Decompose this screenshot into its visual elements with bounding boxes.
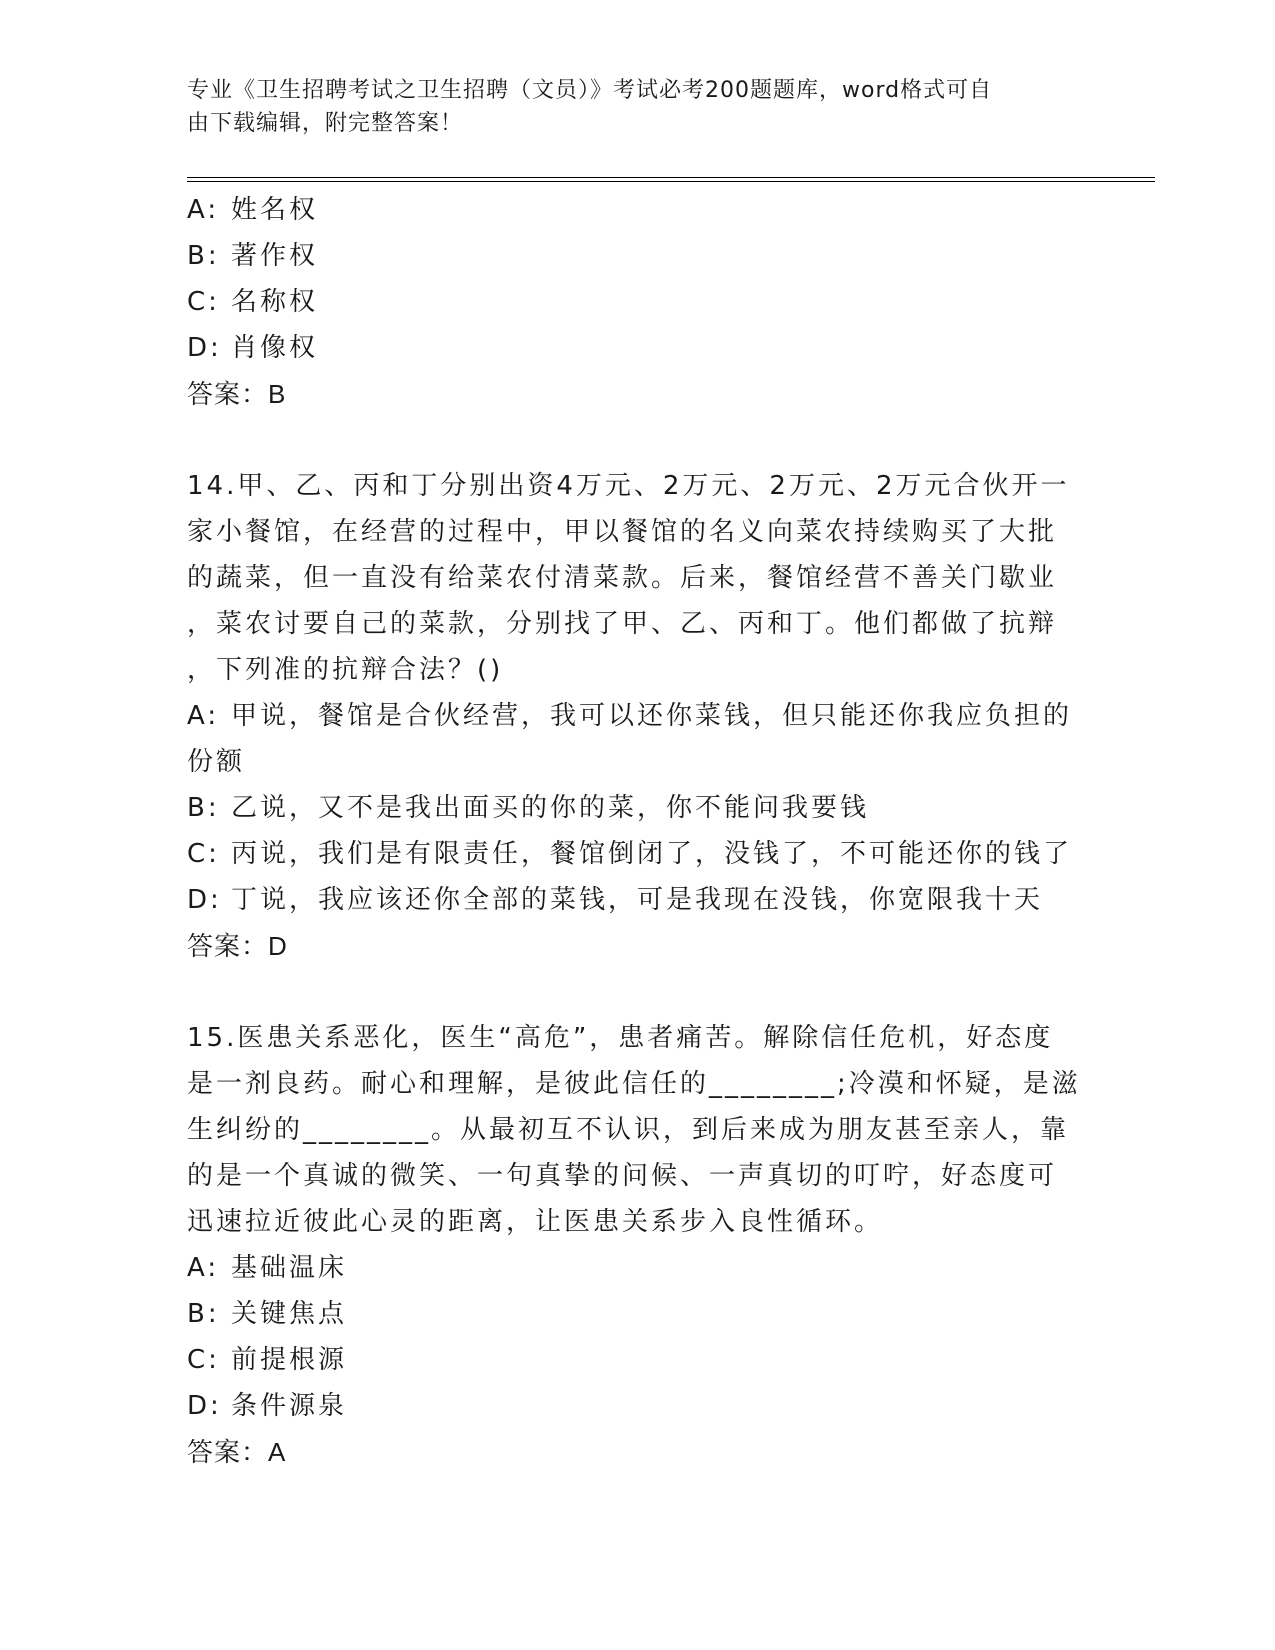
spacer [187,969,1087,1015]
option-label: D: [187,1391,222,1421]
stem-line: 的蔬菜，但一直没有给菜农付清菜款。后来，餐馆经营不善关门歇业 [187,563,1058,593]
option-b [187,785,1087,831]
option-text: 肖像权 [231,333,319,363]
option-c [187,1337,1087,1383]
option-c [187,279,1087,325]
option-c [187,831,1087,877]
option-a [187,187,1087,233]
answer-15: 答案：A [187,1437,287,1467]
option-text: 姓名权 [231,195,319,225]
question-13-options [187,187,1087,371]
option-text: 关键焦点 [231,1299,348,1329]
option-d [187,1383,1087,1429]
option-d [187,325,1087,371]
option-label: C: [187,1345,220,1375]
option-label: A: [187,701,220,731]
stem-line: ，下列准的抗辩合法？() [187,655,504,685]
stem-line: 生纠纷的________。从最初互不认识，到后来成为朋友甚至亲人，靠 [187,1115,1070,1145]
answer-14: 答案：D [187,931,288,961]
question-14-stem [187,463,1087,693]
option-label: C: [187,287,220,317]
option-a-continuation: 份额 [187,747,246,777]
stem-line: ，菜农讨要自己的菜款，分别找了甲、乙、丙和丁。他们都做了抗辩 [187,609,1058,639]
option-a [187,693,1087,739]
document-body [187,187,1087,1475]
option-label: B: [187,241,220,271]
option-b [187,233,1087,279]
stem-line: 家小餐馆，在经营的过程中，甲以餐馆的名义向菜农持续购买了大批 [187,517,1058,547]
question-15-stem [187,1015,1087,1245]
option-text: 基础温床 [231,1253,348,1283]
stem-line: 是一剂良药。耐心和理解，是彼此信任的________;冷漠和怀疑，是滋 [187,1069,1081,1099]
header-divider-top [187,177,1155,178]
question-15-options [187,1245,1087,1429]
option-text: 丙说，我们是有限责任，餐馆倒闭了，没钱了，不可能还你的钱了 [231,839,1073,869]
option-d [187,877,1087,923]
answer-13: 答案：B [187,379,287,409]
question-14-options [187,693,1087,923]
stem-line: 迅速拉近彼此心灵的距离，让医患关系步入良性循环。 [187,1207,884,1237]
option-label: D: [187,885,222,915]
header-divider-bottom [187,181,1155,182]
option-text: 丁说，我应该还你全部的菜钱，可是我现在没钱，你宽限我十天 [231,885,1044,915]
document-header [187,74,1067,140]
option-text: 前提根源 [231,1345,348,1375]
option-label: B: [187,1299,220,1329]
option-text: 乙说，又不是我出面买的你的菜，你不能问我要钱 [231,793,870,823]
option-label: C: [187,839,220,869]
option-text: 著作权 [231,241,319,271]
stem-line: 的是一个真诚的微笑、一句真挚的问候、一声真切的叮咛，好态度可 [187,1161,1058,1191]
option-text: 条件源泉 [231,1391,348,1421]
header-line-2: 由下载编辑，附完整答案！ [187,111,464,136]
option-text: 甲说，餐馆是合伙经营，我可以还你菜钱，但只能还你我应负担的 [231,701,1073,731]
option-label: A: [187,1253,220,1283]
spacer [187,417,1087,463]
stem-line: 14.甲、乙、丙和丁分别出资4万元、2万元、2万元、2万元合伙开一 [187,471,1070,501]
option-label: B: [187,793,220,823]
stem-line: 15.医患关系恶化，医生“高危”，患者痛苦。解除信任危机，好态度 [187,1023,1054,1053]
option-label: A: [187,195,220,225]
option-text: 名称权 [231,287,319,317]
option-label: D: [187,333,222,363]
option-a [187,1245,1087,1291]
option-b [187,1291,1087,1337]
header-line-1: 专业《卫生招聘考试之卫生招聘（文员）》考试必考200题题库，word格式可自 [187,78,993,103]
